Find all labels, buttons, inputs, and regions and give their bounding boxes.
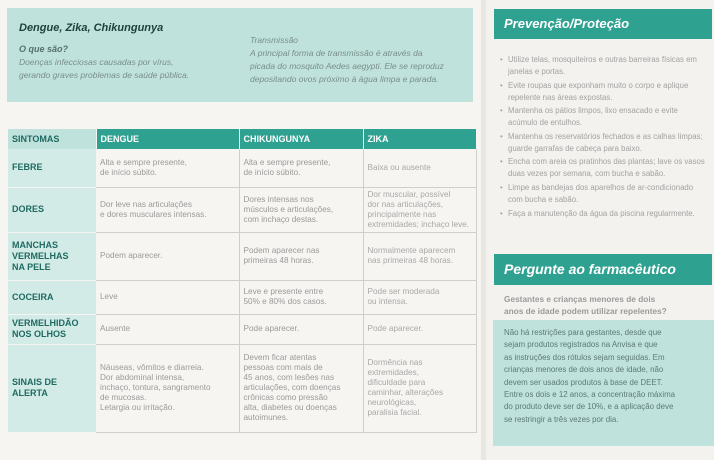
prevention-line: • Mantenha os reservatórios fechados e as calhas limpas; [508, 131, 703, 141]
intro-transmission [250, 35, 475, 86]
dengue-cell-line: e dores musculares intensas. [100, 209, 207, 219]
chikungunya-cell [239, 187, 363, 232]
zika-cell [363, 314, 476, 344]
header-symptoms: SINTOMAS [8, 129, 96, 149]
chikungunya-cell-line: autoimunes. [243, 413, 289, 422]
pharmacist-answer [493, 320, 714, 446]
dengue-cell-line: Letargia ou irritação. [100, 403, 175, 412]
zika-cell-line: neurológicas, [367, 398, 417, 407]
zika-cell-line: dificuldade para [367, 378, 426, 387]
symptom-label-line: COCEIRA [12, 291, 54, 302]
table-row [8, 187, 476, 232]
chikungunya-cell-line: Podem aparecer nas [243, 246, 320, 255]
definition-line: Doenças infecciosas causadas por vírus, [19, 57, 174, 67]
symptom-label-line: NA PELE [12, 261, 51, 272]
chikungunya-cell-line: Pode aparecer. [243, 324, 300, 333]
intro-definition [19, 22, 234, 82]
prevention-item [500, 80, 710, 104]
symptom-label [8, 280, 96, 314]
chikungunya-cell-line: articulações, com doenças [243, 383, 341, 392]
chikungunya-cell-line: Dores intensas nos [243, 194, 314, 204]
pharmacist-title: Pergunte ao farmacêutico [494, 254, 712, 285]
table-row [8, 314, 476, 344]
chikungunya-cell [239, 232, 363, 280]
prevention-item [500, 131, 710, 155]
zika-cell [363, 149, 476, 187]
prevention-line: • Encha com areia os pratinhos das plantas; lave os vasos [508, 157, 705, 167]
transmission-text [250, 47, 475, 86]
symptom-label [8, 344, 96, 432]
zika-cell-line: paralisia facial. [367, 408, 422, 417]
right-panel [486, 0, 714, 460]
dengue-cell [96, 232, 239, 280]
header-dengue: DENGUE [96, 129, 239, 149]
dengue-cell [96, 187, 239, 232]
prevention-line: • Faça a manutenção da água da piscina regularmente. [508, 208, 695, 218]
answer-line: Não há restrições para gestantes, desde que [504, 328, 662, 337]
dengue-cell-line: Podem aparecer. [100, 251, 163, 260]
answer-line: sejam produtos registrados na Anvisa e que [504, 340, 658, 350]
chikungunya-cell [239, 149, 363, 187]
symptom-label-line: VERMELHIDÃO [12, 318, 79, 328]
zika-cell-line: principalmente nas [367, 209, 437, 219]
transmission-line: picada do mosquito Aedes aegypti. Ele se reproduz [250, 61, 444, 71]
chikungunya-cell [239, 344, 363, 432]
prevention-item [500, 182, 710, 206]
definition-line: gerando graves problemas de saúde pública. [19, 70, 190, 80]
prevention-list [500, 54, 710, 221]
prevention-line: • Utilize telas, mosquiteiros e outras barreiras físicas em [508, 55, 697, 64]
prevention-line: duas vezes por semana, com bucha e sabão. [508, 169, 666, 179]
prevention-line: guarde garrafas de cabeça para baixo. [508, 143, 642, 153]
zika-cell-line: caminhar, alterações [367, 388, 444, 397]
symptom-label [8, 187, 96, 232]
symptom-label-line: DORES [12, 204, 45, 214]
prevention-item [500, 54, 710, 78]
answer-line: devem ser usados produtos à base de DEET. [504, 377, 663, 387]
chikungunya-cell-line: alta, diabetes ou doenças [243, 403, 337, 412]
intro-question: O que são? [19, 44, 69, 54]
dengue-cell-line: Dor leve nas articulações [100, 199, 192, 209]
chikungunya-cell [239, 280, 363, 314]
zika-cell-line: Baixa ou ausente [367, 162, 431, 172]
chikungunya-cell-line: primeiras 48 horas. [243, 256, 314, 265]
zika-cell-line: Pode aparecer. [367, 324, 424, 333]
prevention-line: • Limpe as bandejas dos aparelhos de ar-condicionado [508, 182, 694, 192]
question-line: Gestantes e crianças menores de dois [504, 294, 656, 304]
zika-cell-line: ou intensa. [367, 297, 408, 306]
prevention-line: • Mantenha os pátios limpos, lixo ensacado e evite [508, 106, 678, 116]
zika-cell-line: extremidades; inchaço leve. [367, 219, 469, 229]
symptom-label [8, 149, 96, 187]
zika-cell-line: Pode ser moderada [367, 287, 440, 296]
table-row [8, 232, 476, 280]
dengue-cell-line: Náuseas, vômitos e diarreia. [100, 363, 204, 372]
prevention-item [500, 105, 710, 129]
zika-cell [363, 232, 476, 280]
prevention-line: com bucha e sabão. [508, 194, 579, 204]
symptom-label-line: SINAIS DE ALERTA [12, 377, 58, 398]
answer-line: crianças menores de dois anos de idade, não [504, 365, 664, 375]
chikungunya-cell-line: 50% e 80% dos casos. [243, 297, 327, 306]
prevention-line: janelas e portas. [508, 67, 566, 76]
table-row [8, 149, 476, 187]
dengue-cell [96, 314, 239, 344]
question-line: anos de idade podem utilizar repelentes? [504, 306, 667, 316]
chikungunya-cell-line: Alta e sempre presente, [243, 157, 331, 167]
zika-cell-line: dor nas articulações, [367, 199, 444, 209]
table-row [8, 344, 476, 432]
prevention-line: repelente nas áreas expostas. [508, 92, 613, 102]
zika-cell-line: Dor muscular, possível [367, 189, 451, 199]
symptom-label-line: VERMELHAS [12, 250, 69, 261]
chikungunya-cell-line: Leve e presente entre [243, 287, 324, 296]
chikungunya-cell [239, 314, 363, 344]
answer-line: do produto deve ser de 10%, e a aplicação deve [504, 402, 674, 412]
chikungunya-cell-line: 45 anos, com lesões nas [243, 373, 335, 382]
transmission-label: Transmissão [250, 35, 299, 45]
dengue-cell-line: Dor abdominal intensa, [100, 373, 185, 382]
zika-cell-line: Normalmente aparecem [367, 246, 456, 255]
symptom-label-line: MANCHAS [12, 239, 58, 250]
chikungunya-cell-line: crônicas como pressão [243, 393, 328, 402]
zika-cell-line: Dormência nas [367, 358, 423, 367]
chikungunya-cell-line: de início súbito. [243, 167, 301, 177]
dengue-cell-line: Ausente [100, 324, 131, 333]
symptom-label-line: FEBRE [12, 162, 43, 173]
zika-cell [363, 187, 476, 232]
prevention-title: Prevenção/Proteção [494, 9, 712, 39]
intro-definition-text [19, 56, 234, 82]
zika-cell [363, 280, 476, 314]
header-chikungunya: CHIKUNGUNYA [239, 129, 363, 149]
intro-box [7, 8, 473, 102]
dengue-cell [96, 344, 239, 432]
header-zika: ZIKA [363, 129, 476, 149]
chikungunya-cell-line: músculos e articulações, [243, 204, 334, 214]
answer-line: se restringir a três vezes por dia. [504, 414, 619, 424]
prevention-line: • Evite roupas que exponham muito o corpo e aplique [508, 80, 689, 90]
prevention-item [500, 156, 710, 180]
symptom-label [8, 314, 96, 344]
zika-cell [363, 344, 476, 432]
prevention-item [500, 208, 710, 220]
transmission-line: A principal forma de transmissão é através da [250, 48, 423, 58]
chikungunya-cell-line: pessoas com mais de [243, 363, 323, 372]
symptom-label [8, 232, 96, 280]
symptom-label-line: NOS OLHOS [12, 329, 67, 339]
dengue-cell-line: inchaço, tontura, sangramento [100, 383, 211, 392]
intro-title: Dengue, Zika, Chikungunya [19, 22, 164, 34]
answer-line: as instruções dos rótulos sejam seguidas. Em [504, 352, 665, 362]
chikungunya-cell-line: Devem ficar atentas [243, 353, 317, 362]
table-row [8, 280, 476, 314]
dengue-cell-line: de início súbito. [100, 167, 157, 177]
dengue-cell [96, 280, 239, 314]
zika-cell-line: nas primeiras 48 horas. [367, 256, 454, 265]
pharmacist-question [504, 293, 709, 317]
zika-cell-line: extremidades, [367, 368, 419, 377]
dengue-cell-line: de mucosas. [100, 393, 147, 402]
transmission-line: depositando ovos próximo à água limpa e parada. [250, 74, 439, 84]
dengue-cell [96, 149, 239, 187]
symptoms-table [8, 129, 477, 433]
table-header-row [8, 129, 476, 149]
dengue-cell-line: Alta e sempre presente, [100, 157, 187, 167]
answer-line: Entre os dois e 12 anos, a concentração máxima [504, 390, 676, 400]
prevention-line: acúmulo de entulhos. [508, 118, 583, 128]
chikungunya-cell-line: com inchaço destas. [243, 214, 319, 224]
dengue-cell-line: Leve [100, 292, 118, 301]
